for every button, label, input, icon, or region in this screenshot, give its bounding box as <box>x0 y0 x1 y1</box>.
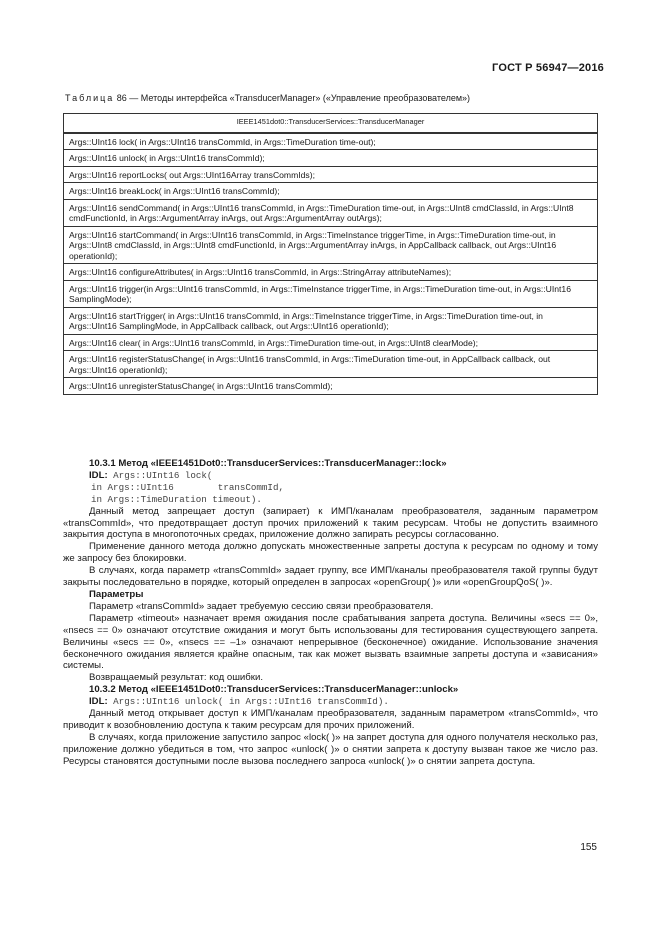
paragraph: Возвращаемый результат: код ошибки. <box>89 672 263 684</box>
table-row <box>64 226 598 264</box>
table-row <box>64 378 598 395</box>
table-row <box>64 183 598 200</box>
table-row <box>64 264 598 281</box>
paragraph: Параметр «transCommId» задает требуемую сессию связи преобразователя. <box>89 600 434 612</box>
table-row <box>64 351 598 378</box>
table-cell: Args::UInt16 sendCommand( in Args::UInt16 transCommId, in Args::TimeDuration time-out, in Args::UInt8 cmdClassId, in Args::UInt8 cmdFunctionId, in Args::ArgumentArray inArgs, out Args::ArgumentArray outArgs); <box>64 199 598 226</box>
paragraph: В случаях, когда параметр «transCommId» задает группу, все ИМП/каналы преобразователя такой группы будут закрыты последовательно в порядке, который определен в запросах «openGroup( )» или «openGroupQoS( )». <box>63 565 598 589</box>
table-cell: Args::UInt16 trigger(in Args::UInt16 transCommId, in Args::TimeInstance triggerTime, in Args::TimeDuration time-out, in Args::UInt16 SamplingMode); <box>64 280 598 307</box>
table-row <box>64 334 598 351</box>
table-caption-label: Таблица <box>65 93 115 103</box>
paragraph: Применение данного метода должно допускать множественные запреты доступа к ресурсам по одному и тому же запросу без блокировки. <box>63 541 598 565</box>
table-cell: Args::UInt16 registerStatusChange( in Args::UInt16 transCommId, in Args::TimeDuration time-out, in AppCallback callback, out Args::UInt16 operationId); <box>64 351 598 378</box>
table-cell: Args::UInt16 breakLock( in Args::UInt16 transCommId); <box>64 183 598 200</box>
table-cell: Args::UInt16 startTrigger( in Args::UInt16 transCommId, in Args::TimeInstance triggerTime, in Args::TimeDuration time-out, in Args::UInt16 SamplingMode, in AppCallback callback, out Args::UInt16 operationId); <box>64 307 598 334</box>
idl-lock-line3: in Args::TimeDuration timeout). <box>91 493 262 505</box>
paragraph: Данный метод открывает доступ к ИМП/каналам преобразователя, заданным параметром «transCommId», что приводит к возобновлению доступа к таким ресурсам для прочих приложений. <box>63 708 598 731</box>
table-row <box>64 150 598 167</box>
table-cell: Args::UInt16 configureAttributes( in Args::UInt16 transCommId, in Args::StringArray attributeNames); <box>64 264 598 281</box>
table-cell: Args::UInt16 startCommand( in Args::UInt16 transCommId, in Args::TimeInstance triggerTime, in Args::TimeDuration time-out, in Args::UInt8 cmdClassId, in Args::UInt8 cmdFunctionId, in Args::ArgumentArray inArgs, in AppCallback callback, out Args::UInt16 operationId); <box>64 226 598 264</box>
table-cell: Args::UInt16 lock( in Args::UInt16 transCommId, in Args::TimeDuration time-out); <box>64 133 598 150</box>
table-cell: Args::UInt16 unregisterStatusChange( in Args::UInt16 transCommId); <box>64 378 598 395</box>
body-text <box>63 458 598 768</box>
section-heading-lock: 10.3.1 Метод «IEEE1451Dot0::TransducerServices::TransducerManager::lock» <box>89 458 447 469</box>
section-heading-unlock: 10.3.2 Метод «IEEE1451Dot0::TransducerServices::TransducerManager::unlock» <box>89 684 459 696</box>
page-number: 155 <box>580 842 597 853</box>
table-row <box>64 199 598 226</box>
idl-lock-line1 <box>63 470 598 482</box>
paragraph: В случаях, когда приложение запустило запрос «lock( )» на запрет доступа для одного получателя несколько раз, приложение должно убедиться в том, что запрос «unlock( )» о снятии запрета к доступу вызван такое же число раз. Ресурсы становятся доступными после вызова последнего запроса «unlock( )» о снятии запрета доступа. <box>63 731 598 767</box>
idl-label: IDL: <box>89 469 108 481</box>
table-header-row <box>64 114 598 133</box>
table-row <box>64 166 598 183</box>
table-row <box>64 133 598 150</box>
idl-unlock-line <box>63 696 598 708</box>
idl-code: Args::UInt16 unlock( in Args::UInt16 transCommId). <box>107 696 389 708</box>
parameters-heading: Параметры <box>89 588 144 600</box>
table-caption <box>65 93 605 103</box>
table-cell: Args::UInt16 unlock( in Args::UInt16 transCommId); <box>64 150 598 167</box>
table-caption-text: 86 — Методы интерфейса «TransducerManager» («Управление преобразователем») <box>114 93 471 103</box>
methods-table <box>63 113 598 395</box>
document-code: ГОСТ Р 56947—2016 <box>492 62 604 74</box>
table-row <box>64 280 598 307</box>
table-cell: Args::UInt16 reportLocks( out Args::UInt16Array transCommIds); <box>64 166 598 183</box>
paragraph: Данный метод запрещает доступ (запирает) к ИМП/каналам преобразователя, заданным параметром «transCommId», что предотвращает доступ прочих приложений к таким ресурсам. Чтобы не допустить взаимного закрытия доступа в многопоточных средах, приложение должно запирать ресурсы согласованно. <box>63 505 598 541</box>
idl-lock-line2: in Args::UInt16 transCommId, <box>91 481 284 493</box>
idl-code: Args::UInt16 lock( <box>107 469 213 481</box>
idl-label: IDL: <box>89 696 108 708</box>
table-cell: Args::UInt16 clear( in Args::UInt16 transCommId, in Args::TimeDuration time-out, in Args::UInt8 clearMode); <box>64 334 598 351</box>
table-row <box>64 307 598 334</box>
paragraph: Параметр «timeout» назначает время ожидания после срабатывания запрета доступа. Величины «secs == 0», «nsecs == 0» означают отсутствие ожидания и могут быть использованы для тестирования существующего запрета. Величины «secs == 0», «nsecs == –1» означают непрерывное (бесконечное) ожидание. Использование значения бесконечного ожидания является крайне опасным, так как может вызвать взаимные запреты доступа и «зависания» системы. <box>63 612 598 672</box>
table-header-cell: IEEE1451dot0::TransducerServices::TransducerManager <box>64 114 598 133</box>
